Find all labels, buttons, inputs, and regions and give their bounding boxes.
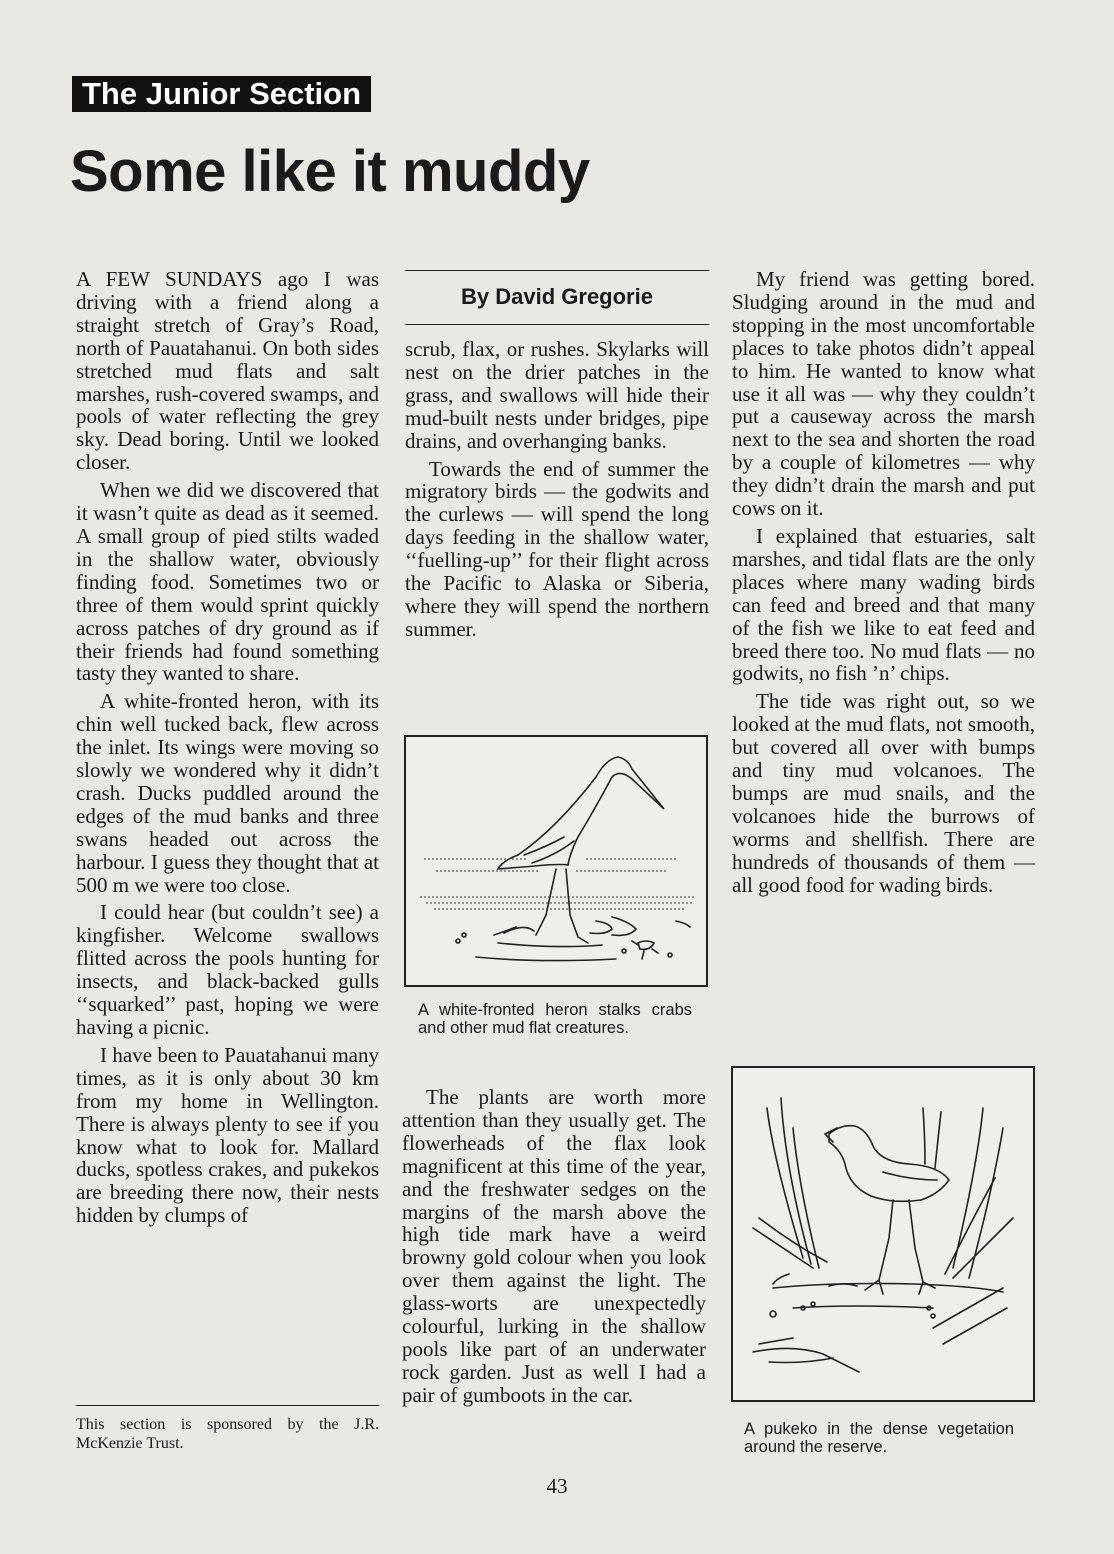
page-number: 43 [546,1474,568,1498]
paragraph: The plants are worth more attention than they usually get. The flowerheads of the flax look magnificent at this time of the year, and the freshwater sedges on the margins of the marsh above the high tide mark have a weird browny gold colour when you look over them against the light. The glass-worts are unexpectedly colourful, lurking in the shallow pools like part of an underwater rock garden. Just as well I had a pair of gumboots in the car. [402,1085,706,1407]
paragraph: My friend was getting bored. Sludging around in the mud and stopping in the most uncomfortable places to take photos didn’t appeal to him. He wanted to know what use it all was — why they couldn’t put a causeway across the marsh next to the sea and shorten the road by a couple of kilometres — why they didn’t drain the marsh and put cows on it. [732,267,1035,521]
column-2-bottom [402,1086,706,1412]
section-label: The Junior Section [72,76,371,112]
paragraph: Towards the end of summer the migratory birds — the godwits and the curlews — will spend the long days feeding in the shallow water, ‘‘fuelling-up’’ for their flight across the Pacific to Alaska or Siberia, where they will spend the northern summer. [405,456,709,641]
heron-illustration [404,735,708,987]
pukeko-caption: A pukeko in the dense vegetation around the reserve. [744,1420,1014,1456]
paragraph: A white-fronted heron, with its chin well tucked back, flew across the inlet. Its wings were moving so slowly we wondered why it didn’t crash. Ducks puddled around the edges of the mud banks and three swans headed out across the harbour. I guess they thought that at 500 m we were too close. [76,689,379,897]
column-2-top [405,338,709,646]
pukeko-illustration [731,1066,1035,1402]
paragraph: I explained that estuaries, salt marshes, and tidal flats are the only places where many wading birds can feed and breed and that many of the fish we like to eat feed and breed there too. No mud flats — no godwits, no fish ’n’ chips. [732,523,1035,686]
paragraph: A FEW SUNDAYS ago I was driving with a friend along a straight stretch of Gray’s Road, north of Pauatahanui. On both sides stretched mud flats and salt marshes, rush-covered swamps, and pools of water reflecting the grey sky. Dead boring. Until we looked closer. [76,267,379,475]
byline-rule-bottom [405,324,709,325]
paragraph: I have been to Pauatahanui many times, as it is only about 30 km from my home in Wellington. There is always plenty to see if you know what to look for. Mallard ducks, spotless crakes, and pukekos are breeding there now, their nests hidden by clumps of [76,1042,379,1228]
heron-drawing [406,737,706,985]
paragraph: The tide was right out, so we looked at the mud flats, not smooth, but covered all over with bumps and tiny mud volcanoes. The bumps are mud snails, and the volcanoes hide the burrows of worms and shellfish. There are hundreds of thousands of them — all good food for wading birds. [732,689,1035,897]
article-headline: Some like it muddy [70,139,590,204]
column-1 [76,268,379,1232]
paragraph: I could hear (but couldn’t see) a kingfisher. Welcome swallows flitted across the pools hunting for insects, and black-backed gulls ‘‘squarked’’ past, hoping we were having a picnic. [76,900,379,1039]
column-3 [732,268,1035,901]
heron-caption: A white-fronted heron stalks crabs and other mud flat creatures. [418,1001,692,1037]
pukeko-drawing [733,1068,1033,1400]
sponsor-note: This section is sponsored by the J.R. McKenzie Trust. [76,1416,379,1452]
footnote-divider [76,1405,379,1406]
paragraph: When we did we discovered that it wasn’t quite as dead as it seemed. A small group of pied stilts waded in the shallow water, obviously finding food. Sometimes two or three of them would sprint quickly across patches of dry ground as if their friends had found something tasty they wanted to share. [76,478,379,686]
byline-rule-top [405,270,709,271]
paragraph: scrub, flax, or rushes. Skylarks will nest on the drier patches in the grass, and swallows will hide their mud-built nests under bridges, pipe drains, and overhanging banks. [405,337,709,453]
byline: By David Gregorie [461,284,653,309]
